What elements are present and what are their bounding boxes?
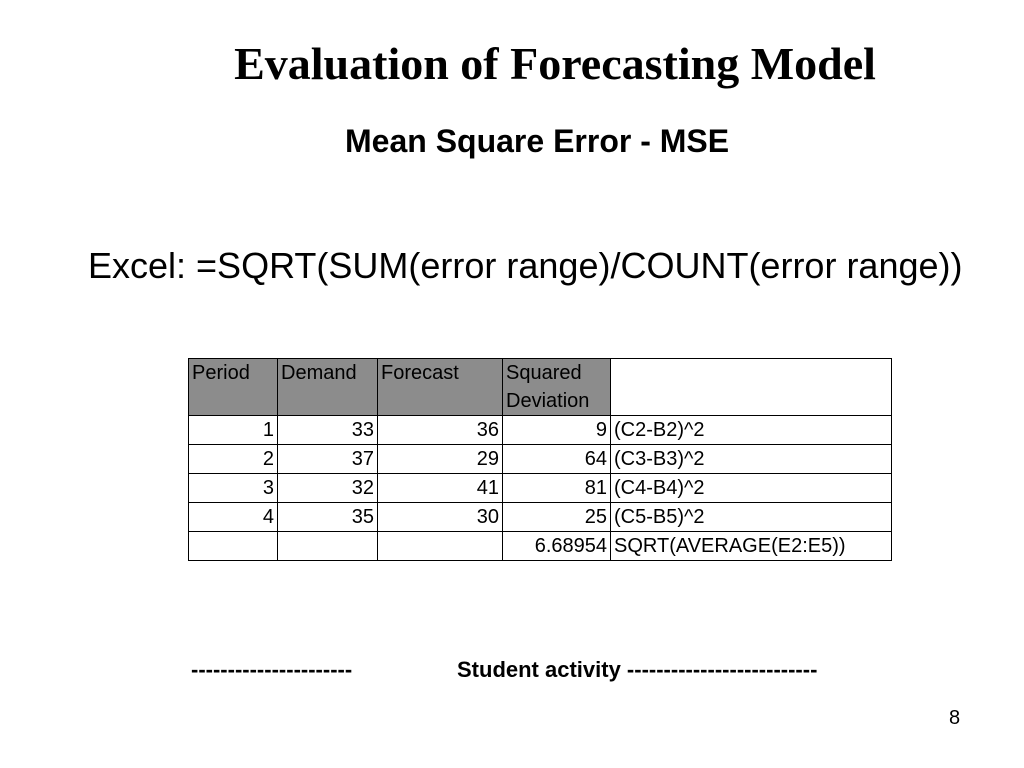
cell-forecast: 36 xyxy=(378,416,503,445)
cell-demand: 32 xyxy=(278,474,378,503)
cell-period: 2 xyxy=(189,445,278,474)
table-row xyxy=(189,416,892,445)
student-activity xyxy=(191,656,817,684)
slide-title: Evaluation of Forecasting Model xyxy=(234,38,876,89)
table-row xyxy=(189,474,892,503)
activity-dashes: ---------------------- xyxy=(191,657,353,682)
cell-rmse-value: 6.68954 xyxy=(503,532,611,561)
table-row-result xyxy=(189,532,892,561)
cell-demand: 37 xyxy=(278,445,378,474)
activity-label: Student activity -------------------------- xyxy=(457,657,818,682)
page-number: 8 xyxy=(949,707,961,729)
cell-demand: 33 xyxy=(278,416,378,445)
header-period: Period xyxy=(189,359,278,416)
cell-squared-deviation: 64 xyxy=(503,445,611,474)
cell-squared-deviation: 25 xyxy=(503,503,611,532)
cell-demand xyxy=(278,532,378,561)
excel-formula-text: Excel: =SQRT(SUM(error range)/COUNT(error range)) xyxy=(88,245,963,286)
cell-period: 4 xyxy=(189,503,278,532)
cell-forecast: 30 xyxy=(378,503,503,532)
cell-squared-deviation: 9 xyxy=(503,416,611,445)
cell-period: 1 xyxy=(189,416,278,445)
header-demand: Demand xyxy=(278,359,378,416)
slide-subtitle: Mean Square Error - MSE xyxy=(345,123,730,159)
cell-squared-deviation: 81 xyxy=(503,474,611,503)
cell-period xyxy=(189,532,278,561)
cell-formula: (C4-B4)^2 xyxy=(611,474,892,503)
header-formula xyxy=(611,359,892,416)
cell-rmse-formula: SQRT(AVERAGE(E2:E5)) xyxy=(611,532,892,561)
cell-forecast xyxy=(378,532,503,561)
forecast-table xyxy=(188,358,892,561)
cell-formula: (C2-B2)^2 xyxy=(611,416,892,445)
table-row xyxy=(189,445,892,474)
header-forecast: Forecast xyxy=(378,359,503,416)
cell-demand: 35 xyxy=(278,503,378,532)
cell-forecast: 29 xyxy=(378,445,503,474)
table-row xyxy=(189,503,892,532)
cell-forecast: 41 xyxy=(378,474,503,503)
cell-period: 3 xyxy=(189,474,278,503)
table-header-row xyxy=(189,359,892,416)
header-squared-deviation: Squared Deviation xyxy=(503,359,611,416)
cell-formula: (C5-B5)^2 xyxy=(611,503,892,532)
cell-formula: (C3-B3)^2 xyxy=(611,445,892,474)
